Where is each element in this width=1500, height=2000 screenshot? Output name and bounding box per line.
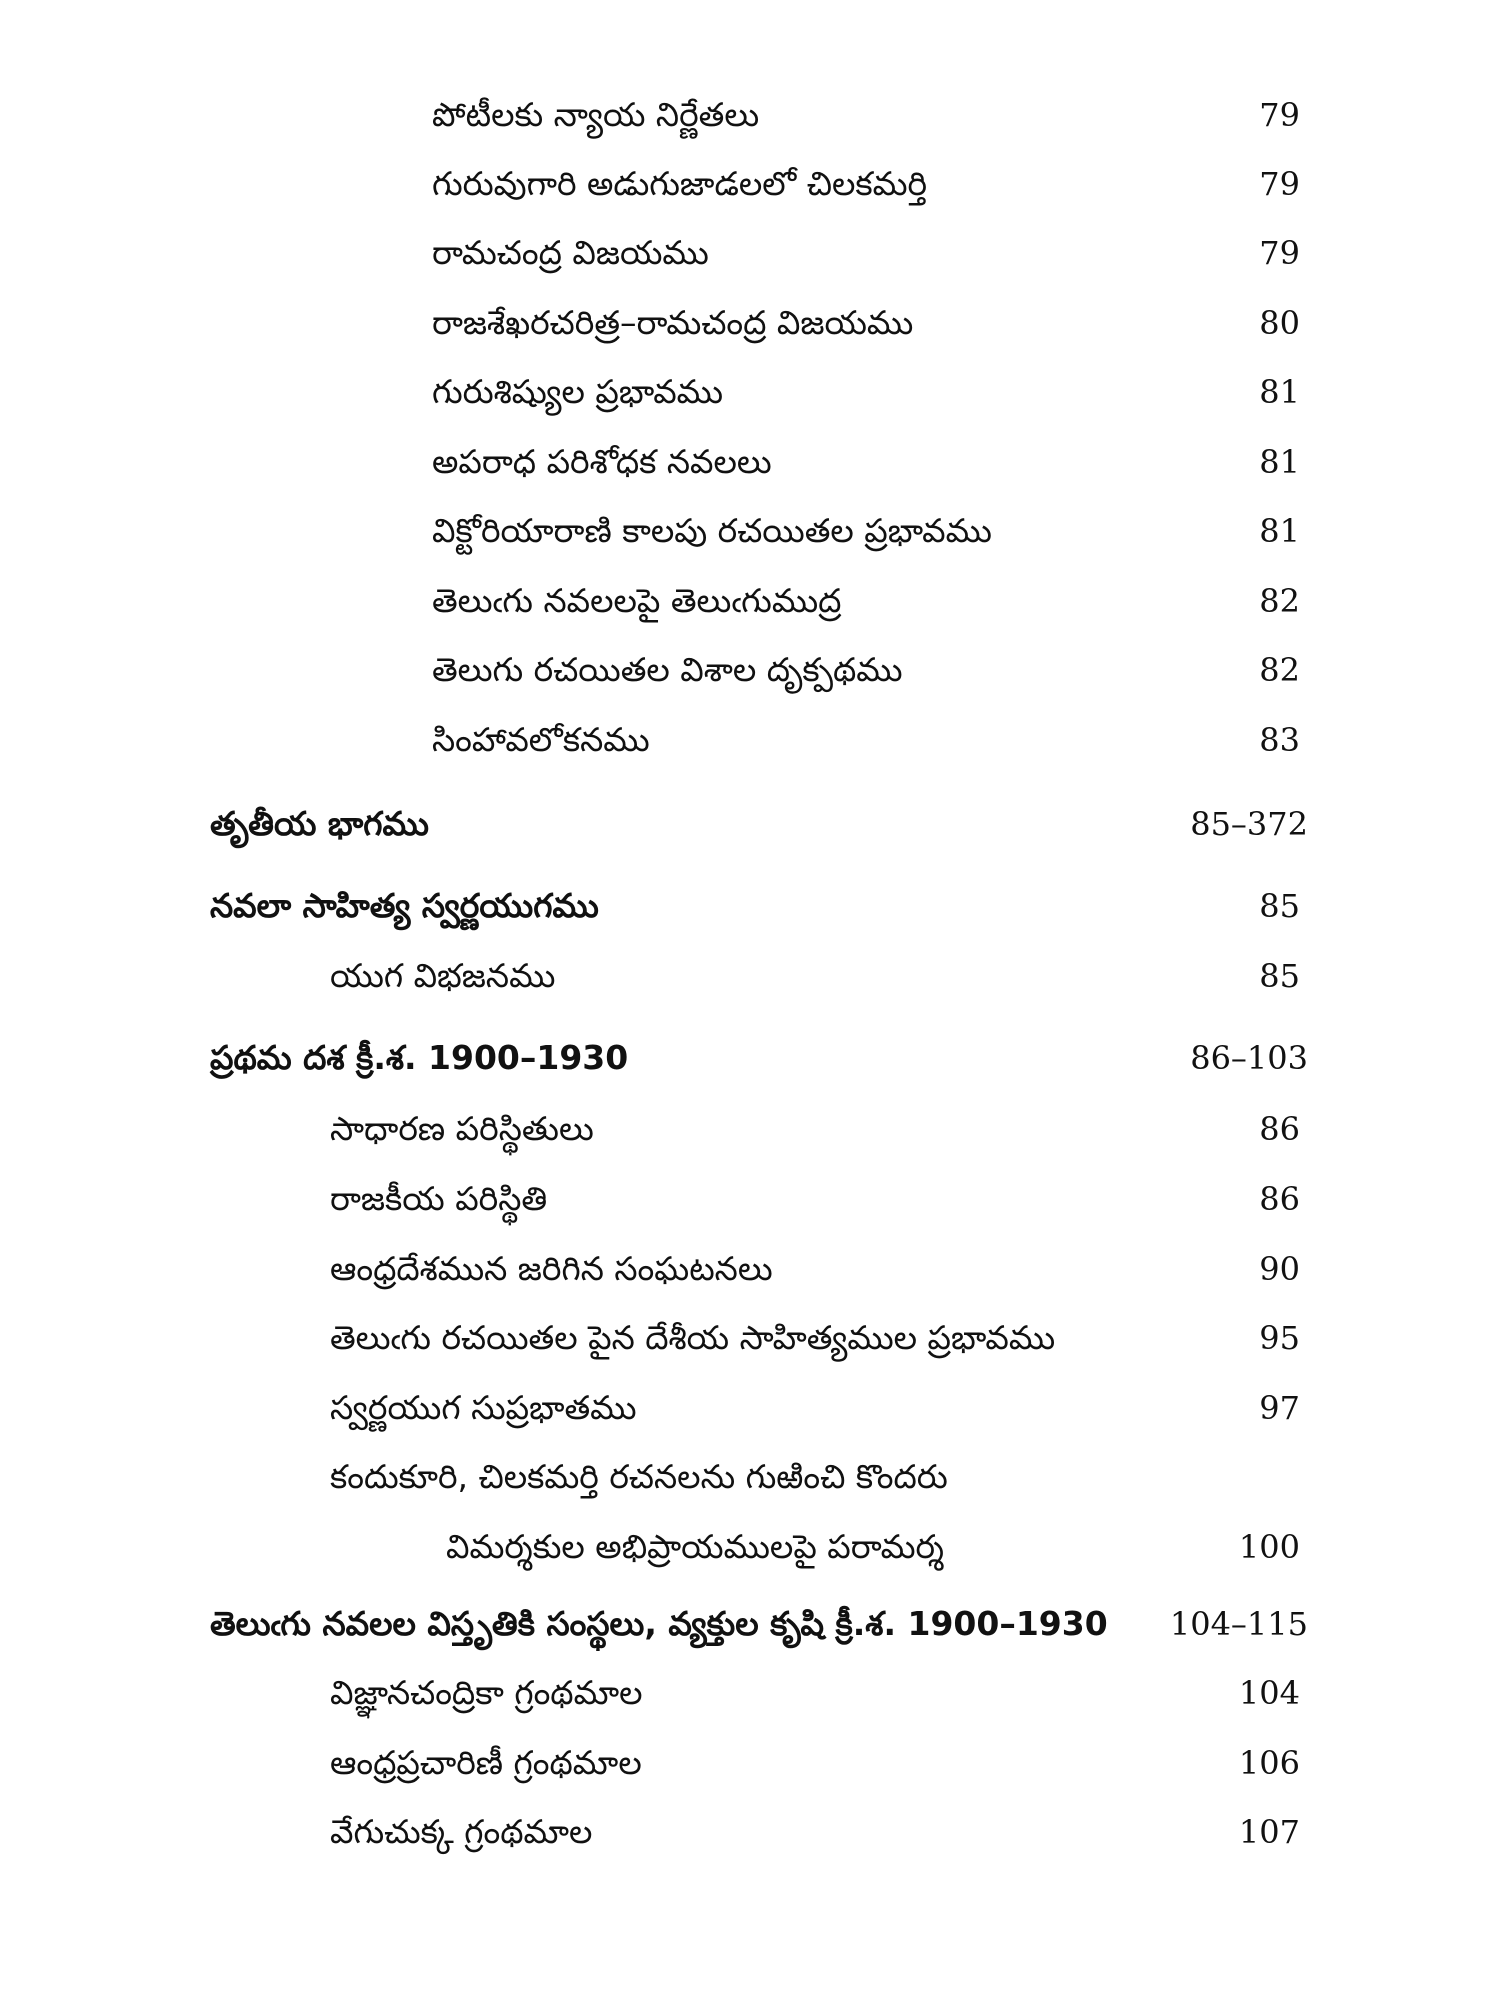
toc-entry-page: 90 — [1259, 1250, 1300, 1288]
toc-entry-page: 82 — [1259, 651, 1300, 689]
toc-entry-page: 81 — [1259, 443, 1300, 481]
toc-entry-page: 80 — [1259, 304, 1300, 342]
toc-entry — [0, 946, 1500, 1006]
toc-section-heading — [0, 1028, 1500, 1088]
toc-entry — [0, 501, 1500, 561]
toc-entry — [0, 85, 1500, 145]
toc-entry-title: తృతీయ భాగము — [210, 804, 429, 843]
toc-entry-title: వేగుచుక్క గ్రంథమాల — [330, 1812, 593, 1851]
toc-entry-title: యుగ విభజనము — [330, 956, 556, 995]
toc-entry — [0, 432, 1500, 492]
toc-entry-title: తెలుగు రచయితల విశాల దృక్పథము — [432, 650, 903, 689]
toc-entry-page: 106 — [1238, 1744, 1300, 1782]
toc-entry — [0, 571, 1500, 631]
toc-entry — [0, 362, 1500, 422]
toc-entry-title: తెలుఁగు నవలలపై తెలుఁగుముద్ర — [432, 581, 842, 620]
toc-entry — [0, 1517, 1500, 1577]
toc-part-heading — [0, 794, 1500, 854]
toc-entry — [0, 710, 1500, 770]
toc-entry-page: 81 — [1259, 512, 1300, 550]
toc-entry — [0, 1378, 1500, 1438]
toc-entry-page: 79 — [1259, 96, 1300, 134]
toc-entry-title: కందుకూరి, చిలకమర్తి రచనలను గుఱించి కొందరు — [330, 1457, 948, 1496]
toc-entry-page: 97 — [1259, 1389, 1300, 1427]
toc-entry-title: సాధారణ పరిస్థితులు — [330, 1109, 594, 1148]
toc-entry — [0, 1099, 1500, 1159]
toc-entry-page: 107 — [1238, 1813, 1300, 1851]
toc-entry-page: 83 — [1259, 721, 1300, 759]
toc-entry-page: 85 — [1259, 887, 1300, 925]
toc-entry-title: ఆంధ్రప్రచారిణీ గ్రంథమాల — [330, 1743, 642, 1782]
toc-entry-title: ఆంధ్రదేశమున జరిగిన సంఘటనలు — [330, 1249, 773, 1288]
toc-entry-page: 86 — [1259, 1110, 1300, 1148]
toc-entry-title: ప్రథమ దశ క్రీ.శ. 1900–1930 — [210, 1038, 629, 1077]
toc-entry-title: తెలుఁగు రచయితల పైన దేశీయ సాహిత్యముల ప్రభావము — [330, 1318, 1056, 1357]
toc-entry-page: 85 — [1259, 957, 1300, 995]
toc-entry — [0, 1802, 1500, 1862]
toc-entry-title: అపరాధ పరిశోధక నవలలు — [432, 442, 772, 481]
toc-entry-title: విమర్శకుల అభిప్రాయములపై పరామర్శ — [446, 1527, 944, 1566]
toc-entry — [0, 1447, 1500, 1507]
toc-entry-title: రాజకీయ పరిస్థితి — [330, 1179, 548, 1218]
toc-entry-title: పోటీలకు న్యాయ నిర్ణేతలు — [432, 95, 760, 134]
toc-entry-title: విక్టోరియారాణి కాలపు రచయితల ప్రభావము — [432, 511, 992, 550]
toc-entry-page: 86–103 — [1190, 1039, 1308, 1077]
toc-entry — [0, 1169, 1500, 1229]
toc-entry-page: 100 — [1238, 1528, 1300, 1566]
toc-entry-page: 85–372 — [1190, 805, 1308, 843]
toc-entry — [0, 293, 1500, 353]
toc-entry-title: విజ్ఞానచంద్రికా గ్రంథమాల — [330, 1673, 643, 1712]
toc-entry-title: గురువుగారి అడుగుజాడలలో చిలకమర్తి — [432, 164, 928, 203]
toc-entry-page: 104–115 — [1169, 1605, 1308, 1643]
toc-entry-page: 104 — [1238, 1674, 1300, 1712]
toc-entry — [0, 1663, 1500, 1723]
toc-section-heading — [0, 876, 1500, 936]
toc-entry-page: 82 — [1259, 582, 1300, 620]
toc-entry-page: 79 — [1259, 165, 1300, 203]
toc-entry-title: తెలుఁగు నవలల విస్తృతికి సంస్థలు, వ్యక్తుల కృషి క్రీ.శ. 1900–1930 — [210, 1604, 1108, 1643]
toc-entry — [0, 1733, 1500, 1793]
toc-entry-page: 79 — [1259, 234, 1300, 272]
toc-entry — [0, 1239, 1500, 1299]
toc-entry-title: నవలా సాహిత్య స్వర్ణయుగము — [210, 886, 599, 925]
toc-entry-title: గురుశిష్యుల ప్రభావము — [432, 372, 723, 411]
toc-section-heading — [0, 1594, 1500, 1654]
toc-entry — [0, 1308, 1500, 1368]
toc-entry-title: రామచంద్ర విజయము — [432, 233, 709, 272]
toc-entry — [0, 640, 1500, 700]
toc-entry-title: రాజశేఖరచరిత్ర–రామచంద్ర విజయము — [432, 303, 914, 342]
toc-entry-page: 81 — [1259, 373, 1300, 411]
toc-entry-title: స్వర్ణయుగ సుప్రభాతము — [330, 1388, 637, 1427]
toc-entry — [0, 223, 1500, 283]
toc-entry-page: 86 — [1259, 1180, 1300, 1218]
toc-entry-page: 95 — [1259, 1319, 1300, 1357]
toc-entry-title: సింహావలోకనము — [432, 720, 650, 759]
toc-entry — [0, 154, 1500, 214]
